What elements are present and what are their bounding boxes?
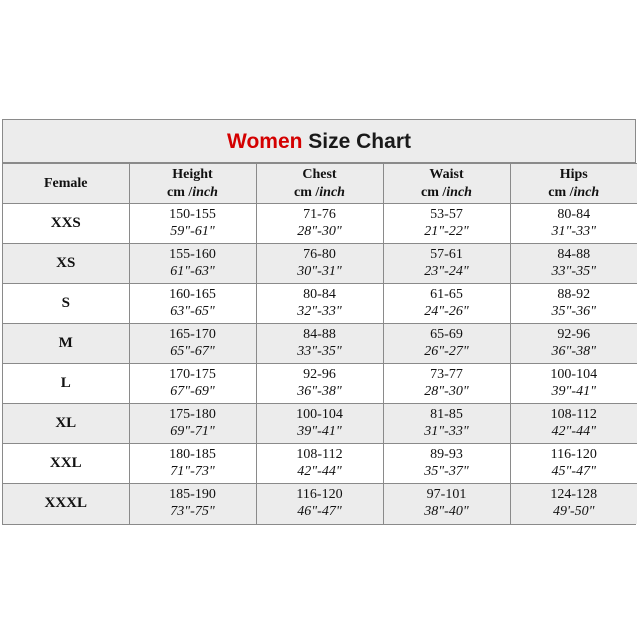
header-height-name: Height xyxy=(172,166,213,182)
waist-cell: 97-101 38"-40" xyxy=(383,484,510,524)
header-female: Female xyxy=(3,164,129,204)
hips-cell: 100-104 39"-41" xyxy=(510,364,637,404)
table-row xyxy=(3,484,637,524)
waist-cell: 57-61 23"-24" xyxy=(383,244,510,284)
header-row xyxy=(3,164,637,204)
chart-title xyxy=(3,120,635,163)
chest-cell: 108-112 42"-44" xyxy=(256,444,383,484)
title-rest-text: Size Chart xyxy=(302,130,411,153)
size-label: S xyxy=(3,284,129,324)
waist-cell: 81-85 31"-33" xyxy=(383,404,510,444)
waist-cell: 61-65 24"-26" xyxy=(383,284,510,324)
header-chest-name: Chest xyxy=(302,166,337,182)
hips-cell: 88-92 35"-36" xyxy=(510,284,637,324)
header-hips xyxy=(510,164,637,204)
hips-cell: 80-84 31"-33" xyxy=(510,204,637,244)
height-cell: 175-180 69"-71" xyxy=(129,404,256,444)
chest-cell: 76-80 30"-31" xyxy=(256,244,383,284)
chest-cell: 71-76 28"-30" xyxy=(256,204,383,244)
chest-cell: 92-96 36"-38" xyxy=(256,364,383,404)
hips-cell: 84-88 33"-35" xyxy=(510,244,637,284)
header-waist-name: Waist xyxy=(429,166,464,182)
height-cell: 150-155 59"-61" xyxy=(129,204,256,244)
title-accent-word: Women xyxy=(227,130,303,153)
size-label: XXL xyxy=(3,444,129,484)
table-row xyxy=(3,324,637,364)
hips-cell: 116-120 45"-47" xyxy=(510,444,637,484)
header-hips-unit: cm /inch xyxy=(548,184,600,200)
height-cell: 180-185 71"-73" xyxy=(129,444,256,484)
size-table xyxy=(3,163,637,524)
size-label: XS xyxy=(3,244,129,284)
waist-cell: 65-69 26"-27" xyxy=(383,324,510,364)
size-chart xyxy=(2,119,636,525)
table-row xyxy=(3,444,637,484)
header-waist xyxy=(383,164,510,204)
waist-cell: 73-77 28"-30" xyxy=(383,364,510,404)
chest-cell: 116-120 46"-47" xyxy=(256,484,383,524)
table-row xyxy=(3,364,637,404)
height-cell: 160-165 63"-65" xyxy=(129,284,256,324)
table-row xyxy=(3,404,637,444)
height-cell: 185-190 73"-75" xyxy=(129,484,256,524)
chest-cell: 84-88 33"-35" xyxy=(256,324,383,364)
hips-cell: 92-96 36"-38" xyxy=(510,324,637,364)
header-chest-unit: cm /inch xyxy=(294,184,345,200)
size-label: XXS xyxy=(3,204,129,244)
height-cell: 165-170 65"-67" xyxy=(129,324,256,364)
table-row xyxy=(3,204,637,244)
table-row xyxy=(3,284,637,324)
hips-cell: 108-112 42"-44" xyxy=(510,404,637,444)
height-cell: 170-175 67"-69" xyxy=(129,364,256,404)
chest-cell: 100-104 39"-41" xyxy=(256,404,383,444)
table-row xyxy=(3,244,637,284)
size-label: M xyxy=(3,324,129,364)
size-label: XXXL xyxy=(3,484,129,524)
height-cell: 155-160 61"-63" xyxy=(129,244,256,284)
waist-cell: 89-93 35"-37" xyxy=(383,444,510,484)
chest-cell: 80-84 32"-33" xyxy=(256,284,383,324)
header-height-unit: cm /inch xyxy=(167,184,218,200)
header-chest xyxy=(256,164,383,204)
hips-cell: 124-128 49'-50" xyxy=(510,484,637,524)
header-height xyxy=(129,164,256,204)
size-label: XL xyxy=(3,404,129,444)
header-waist-unit: cm /inch xyxy=(421,184,472,200)
waist-cell: 53-57 21"-22" xyxy=(383,204,510,244)
size-label: L xyxy=(3,364,129,404)
header-hips-name: Hips xyxy=(559,166,588,182)
